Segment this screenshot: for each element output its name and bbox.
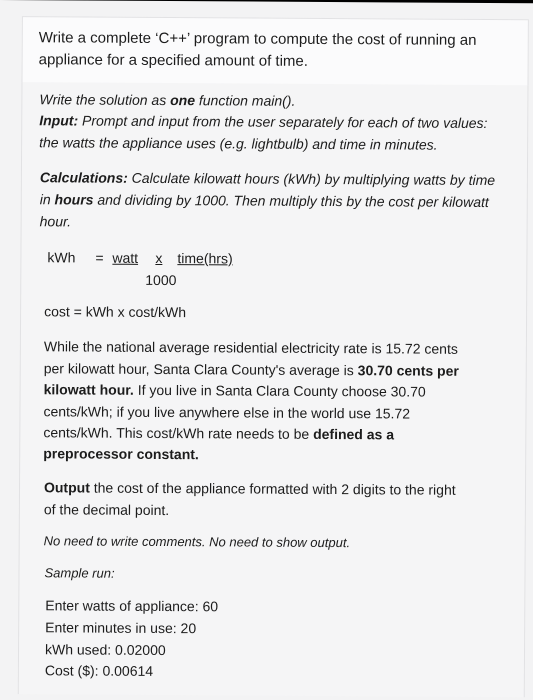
- header-line-2: appliance for a specified amount of time.: [38, 51, 309, 70]
- calc-line-2-bold: hours: [54, 191, 94, 208]
- calc-line-2-suffix: and dividing by 1000. Then multiply this by the cost per kilowatt: [93, 191, 489, 210]
- rate-line-3-suffix: If you live in Santa Clara County choose 30.70: [133, 381, 426, 400]
- rate-line-6: preprocessor constant.: [43, 445, 199, 463]
- calc-line-3: hour.: [39, 213, 72, 230]
- rate-line-3-bold: kilowatt hour.: [43, 381, 134, 398]
- calc-line-2-prefix: in: [39, 191, 55, 208]
- input-line-2: the watts the appliance uses (e.g. lightbulb) and time in minutes.: [39, 134, 438, 153]
- sample-line-2: Enter minutes in use: 20: [45, 619, 197, 637]
- formula-time: time(hrs): [177, 250, 233, 267]
- formula-x: x: [155, 249, 163, 266]
- output-text-1: the cost of the appliance formatted with 2 digits to the right: [89, 479, 456, 498]
- rate-line-3: [44, 378, 426, 402]
- sample-line-3: kWh used: 0.02000: [44, 641, 166, 659]
- sample-run-title: Sample run:: [44, 565, 115, 581]
- output-label: Output: [43, 479, 90, 496]
- input-line-1: [39, 109, 487, 134]
- rate-line-2-bold: 30.70 cents per: [357, 362, 459, 379]
- calc-text-1: Calculate kilowatt hours (kWh) by multiplying watts by time: [127, 169, 496, 189]
- calc-label: Calculations:: [39, 169, 128, 186]
- solution-suffix: function main().: [194, 92, 296, 109]
- calc-line-2: [40, 188, 489, 213]
- input-text-1: Prompt and input from the user separately for each of two values:: [78, 112, 488, 131]
- formula-denominator: 1000: [145, 271, 177, 289]
- rate-line-1: While the national average residential electricity rate is 15.72 cents: [43, 338, 458, 357]
- output-line-2: of the decimal point.: [43, 501, 170, 519]
- rate-line-2-prefix: per kilowatt hour, Santa Clara County's average is: [43, 360, 358, 379]
- header-line-1: Write a complete ‘C++’ program to compute the cost of running an: [38, 29, 477, 49]
- content-box: [18, 82, 529, 697]
- header-box: [21, 16, 528, 87]
- solution-prefix: Write the solution as: [39, 91, 171, 109]
- solution-line: [39, 88, 295, 112]
- formula-kwh: kWh: [47, 249, 76, 266]
- cost-formula: cost = kWh x cost/kWh: [44, 303, 187, 321]
- input-label: Input:: [39, 112, 79, 129]
- rate-line-4: cents/kWh; if you live anywhere else in the world use 15.72: [43, 403, 411, 422]
- formula-equals: =: [95, 249, 104, 266]
- no-comments-note: No need to write comments. No need to show output.: [43, 533, 351, 551]
- sample-line-1: Enter watts of appliance: 60: [45, 597, 219, 615]
- solution-bold: one: [170, 92, 196, 109]
- formula-watt: watt: [112, 249, 139, 266]
- calc-line-1: [40, 166, 495, 191]
- rate-line-5-prefix: cents/kWh. This cost/kWh rate needs to be: [43, 424, 314, 442]
- rate-line-5-bold: defined as a: [313, 425, 395, 443]
- output-line-1: [44, 476, 456, 501]
- sample-line-4: Cost ($): 0.00614: [44, 662, 154, 679]
